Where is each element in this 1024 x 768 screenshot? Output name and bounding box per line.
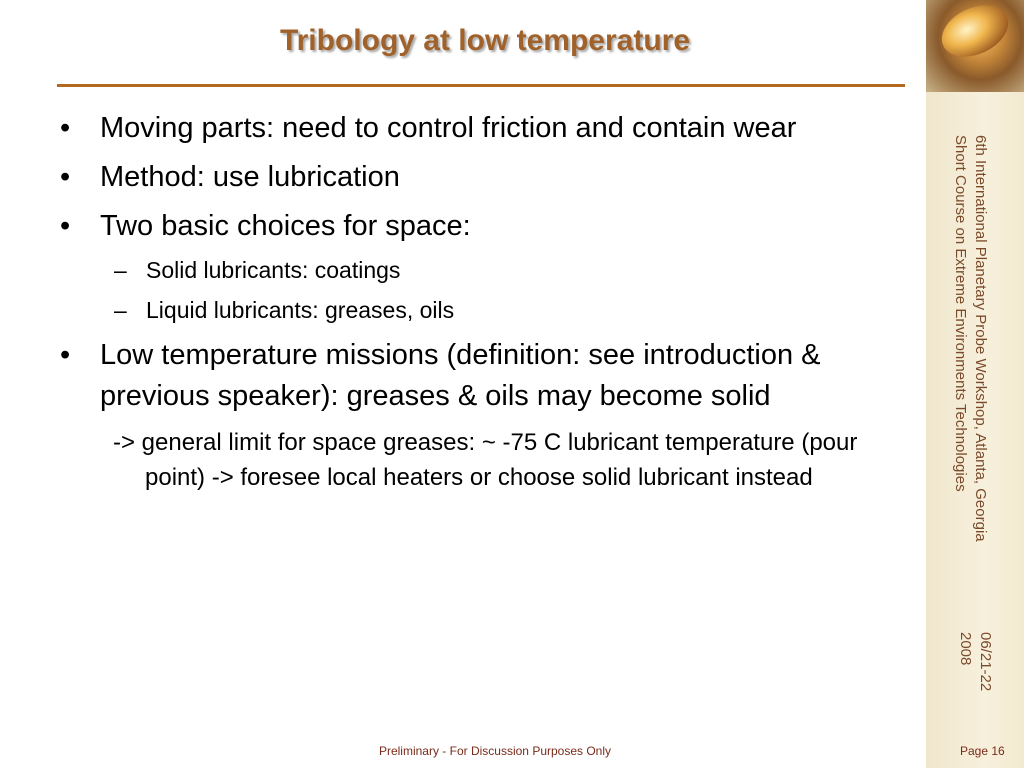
dash-icon: – <box>114 297 127 323</box>
sidebar-caption-text <box>950 135 990 542</box>
sidebar-image <box>926 0 1024 92</box>
bullet-text: Two basic choices for space: <box>100 210 471 242</box>
sub-bullet-text: Solid lubricants: coatings <box>146 257 401 283</box>
bullet-icon: • <box>60 210 71 242</box>
date-line-1: 06/21-22 <box>977 632 994 692</box>
date-line-2: 2008 <box>957 632 974 666</box>
sidebar-date <box>955 632 995 691</box>
bullet-list <box>56 108 916 495</box>
bullet-item <box>56 157 916 198</box>
sub-bullet-text: Liquid lubricants: greases, oils <box>146 297 455 323</box>
bullet-text: Method: use lubrication <box>100 161 400 193</box>
arrow-note: -> general limit for space greases: ~ -75 C lubricant temperature (pour point) -> foresee local heaters or choose solid lubricant instead <box>113 429 858 491</box>
bullet-item <box>56 335 916 417</box>
bullet-icon: • <box>60 161 71 193</box>
slide-title: Tribology at low temperature <box>279 24 691 57</box>
bullet-text: Low temperature missions (definition: see introduction & previous speaker): greases & oils may become solid <box>100 339 821 412</box>
workshop-line-1: 6th International Planetary Probe Workshop, Atlanta, Georgia <box>972 135 989 542</box>
workshop-line-2: Short Course on Extreme Environments Technologies <box>952 135 969 492</box>
meteor-icon <box>934 0 1017 67</box>
bullet-text: Moving parts: need to control friction and contain wear <box>100 112 797 144</box>
sub-bullet-item <box>56 295 916 325</box>
title-divider <box>57 84 905 87</box>
sub-bullet-item <box>56 255 916 285</box>
bullet-icon: • <box>60 112 71 144</box>
bullet-item <box>56 108 916 149</box>
bullet-icon: • <box>60 339 71 371</box>
bullet-item <box>56 206 916 247</box>
page-number: Page 16 <box>960 744 1005 758</box>
dash-icon: – <box>114 257 127 283</box>
footer-disclaimer: Preliminary - For Discussion Purposes Only <box>378 744 612 758</box>
